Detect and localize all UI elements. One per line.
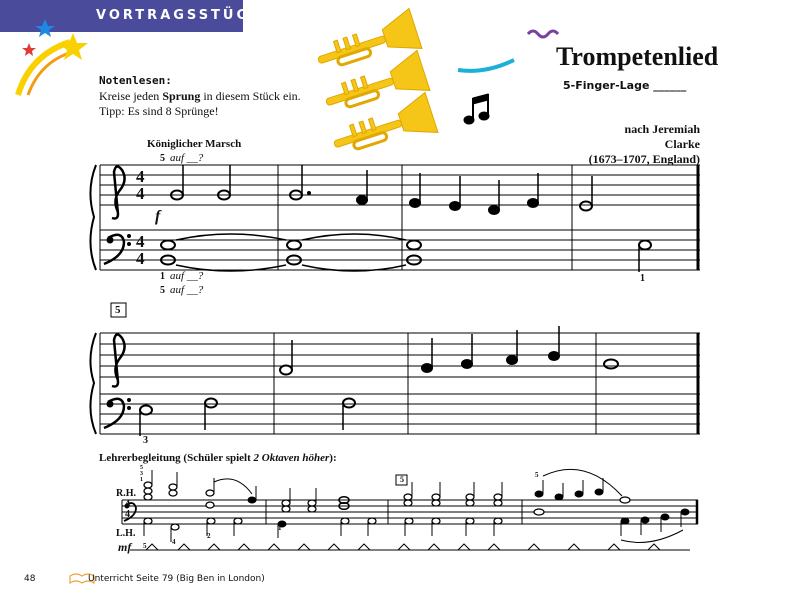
lesson-book-reference: Unterricht Seite 79 (Big Ben in London) — [88, 574, 265, 584]
composer-name: nach Jeremiah Clarke — [624, 122, 700, 151]
teacher-measure-number: 5 — [400, 475, 404, 484]
lh-finger-number-1: 1 — [160, 271, 165, 282]
shooting-star-icon — [18, 19, 88, 95]
teacher-heading-italic: 2 Oktaven höher — [253, 452, 330, 464]
teacher-rh-fingering: 5 3 1 — [140, 465, 143, 483]
teacher-heading-end: ): — [329, 452, 337, 464]
left-hand-label: L.H. — [116, 528, 136, 539]
measure-number-5: 5 — [115, 304, 121, 316]
rh-finger-number: 5 — [160, 153, 165, 164]
piece-title: Trompetenlied — [556, 42, 719, 71]
tempo-marking: Königlicher Marsch — [147, 138, 242, 150]
teacher-lh-finger-1: 1 — [278, 524, 282, 532]
time-top: 4 — [136, 167, 145, 186]
music-system-2 — [90, 303, 700, 436]
teacher-rh-finger-5: 5 — [535, 471, 539, 479]
instruction-bold: Sprung — [162, 89, 201, 103]
time-signature-treble — [136, 168, 145, 202]
time-bottom: 4 — [125, 509, 130, 520]
lh-interval-question-1: auf __? — [170, 270, 204, 282]
teacher-time-signature — [125, 500, 130, 520]
time-signature-bass — [136, 233, 145, 267]
piece-type-banner: VORTRAGSSTÜCK — [0, 0, 243, 32]
composer-dates: (1673–1707, England) — [588, 152, 700, 166]
teacher-accompaniment-heading — [99, 452, 337, 464]
time-bottom: 4 — [136, 184, 145, 203]
time-top: 4 — [136, 232, 145, 251]
dynamic-forte: f — [155, 208, 161, 225]
lh-finger-3: 3 — [143, 435, 148, 446]
composer-credit — [588, 122, 700, 167]
instruction-text-end: in diesem Stück ein. — [200, 89, 301, 103]
teacher-lh-finger-2: 2 — [207, 532, 211, 540]
teacher-heading-text: Lehrerbegleitung (Schüler spielt — [99, 452, 254, 464]
time-bottom: 4 — [136, 249, 145, 268]
note-reading-tip: Tipp: Es sind 8 Sprünge! — [99, 104, 219, 118]
music-system-1 — [90, 165, 700, 272]
time-top: 4 — [125, 499, 130, 510]
rh-interval-question: auf __? — [170, 152, 204, 164]
note-reading-heading: Notenlesen: — [99, 74, 172, 87]
blue-swoosh-icon — [458, 60, 514, 71]
music-note-icon — [464, 94, 489, 124]
note-reading-instruction — [99, 89, 301, 104]
instruction-text: Kreise jeden — [99, 89, 163, 103]
lh-interval-question-2: auf __? — [170, 284, 204, 296]
teacher-lh-finger-5: 5 — [143, 542, 147, 550]
page-number: 48 — [24, 574, 36, 584]
five-finger-position: 5-Finger-Lage ______ — [563, 79, 687, 92]
right-hand-label: R.H. — [116, 488, 136, 499]
teacher-lh-finger-4: 4 — [172, 538, 176, 546]
trumpet-icon — [312, 8, 438, 163]
lh-end-finger: 1 — [640, 273, 645, 284]
dynamic-mezzoforte: mf — [118, 540, 132, 554]
purple-squiggle-icon — [528, 31, 558, 37]
lh-finger-number-2: 5 — [160, 285, 165, 296]
